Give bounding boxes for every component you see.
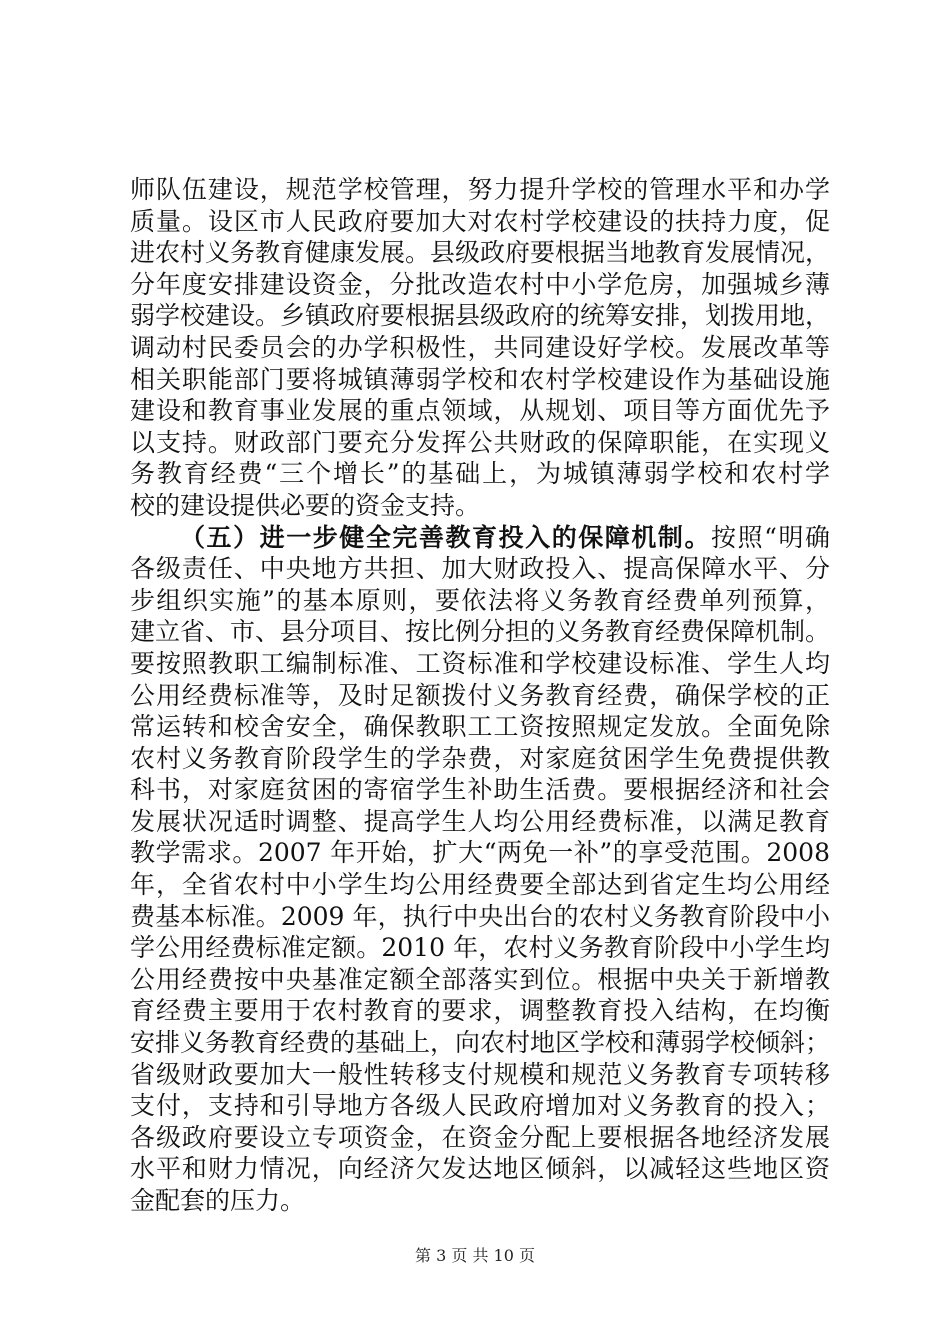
text-line: 公用经费标准等，及时足额拨付义务教育经费，确保学校的正 (130, 680, 830, 710)
text-line: 金配套的压力。 (130, 1186, 306, 1215)
text-line: 水平和财力情况，向经济欠发达地区倾斜，以减轻这些地区资 (130, 1154, 830, 1184)
text-line: 建立省、市、县分项目、按比例分担的义务教育经费保障机制。 (130, 617, 831, 647)
text-line: 分年度安排建设资金，分批改造农村中小学危房，加强城乡薄 (130, 269, 830, 299)
text-line: 进农村义务教育健康发展。县级政府要根据当地教育发展情况， (130, 238, 831, 268)
text-line: 要按照教职工编制标准、工资标准和学校建设标准、学生人均 (130, 648, 830, 678)
text-line: 弱学校建设。乡镇政府要根据县级政府的统筹安排，划拨用地， (130, 301, 831, 331)
text-line: 费基本标准。2009 年，执行中央出台的农村义务教育阶段中小 (130, 901, 830, 931)
text-line: 学公用经费标准定额。2010 年，农村义务教育阶段中小学生均 (130, 933, 830, 963)
text-line: 支付，支持和引导地方各级人民政府增加对义务教育的投入； (130, 1091, 830, 1121)
text-line: 常运转和校舍安全，确保教职工工资按照规定发放。全面免除 (130, 712, 830, 742)
text-line: 师队伍建设，规范学校管理，努力提升学校的管理水平和办学 (130, 175, 830, 204)
body-text (130, 174, 830, 1217)
text-line: 步组织实施”的基本原则，要依法将义务教育经费单列预算， (130, 585, 830, 615)
paragraph-2 (130, 522, 830, 1217)
text-line: 以支持。财政部门要充分发挥公共财政的保障职能，在实现义 (130, 427, 830, 457)
section-heading: （五）进一步健全完善教育投入的保障机制。 (180, 522, 712, 552)
paragraph-1 (130, 174, 830, 522)
text-line: 相关职能部门要将城镇薄弱学校和农村学校建设作为基础设施 (130, 364, 830, 394)
text-line (130, 522, 830, 554)
text-line: 教学需求。2007 年开始，扩大“两免一补”的享受范围。2008 (130, 838, 830, 868)
text-line: 公用经费按中央基准定额全部落实到位。根据中央关于新增教 (130, 964, 830, 994)
text-line: 调动村民委员会的办学积极性，共同建设好学校。发展改革等 (130, 332, 830, 362)
text-line: 质量。设区市人民政府要加大对农村学校建设的扶持力度，促 (130, 206, 830, 236)
text-line: 务教育经费“三个增长”的基础上，为城镇薄弱学校和农村学 (130, 459, 830, 489)
text-line: 省级财政要加大一般性转移支付规模和规范义务教育专项转移 (130, 1059, 830, 1089)
text-line: 科书，对家庭贫困的寄宿学生补助生活费。要根据经济和社会 (130, 775, 830, 805)
text-line: 年，全省农村中小学生均公用经费要全部达到省定生均公用经 (130, 870, 830, 900)
text-run: 按照“明确 (711, 522, 830, 552)
text-line: 建设和教育事业发展的重点领域，从规划、项目等方面优先予 (130, 396, 830, 426)
text-line: 农村义务教育阶段学生的学杂费，对家庭贫困学生免费提供教 (130, 743, 830, 773)
text-line: 各级责任、中央地方共担、加大财政投入、提高保障水平、分 (130, 554, 830, 584)
text-line: 安排义务教育经费的基础上，向农村地区学校和薄弱学校倾斜； (130, 1028, 831, 1058)
text-line: 各级政府要设立专项资金，在资金分配上要根据各地经济发展 (130, 1122, 830, 1152)
text-line: 发展状况适时调整、提高学生人均公用经费标准，以满足教育 (130, 806, 830, 836)
text-line: 育经费主要用于农村教育的要求，调整教育投入结构，在均衡 (130, 996, 830, 1026)
text-line: 校的建设提供必要的资金支持。 (130, 490, 481, 520)
page-footer: 第 3 页 共 10 页 (415, 1246, 535, 1265)
